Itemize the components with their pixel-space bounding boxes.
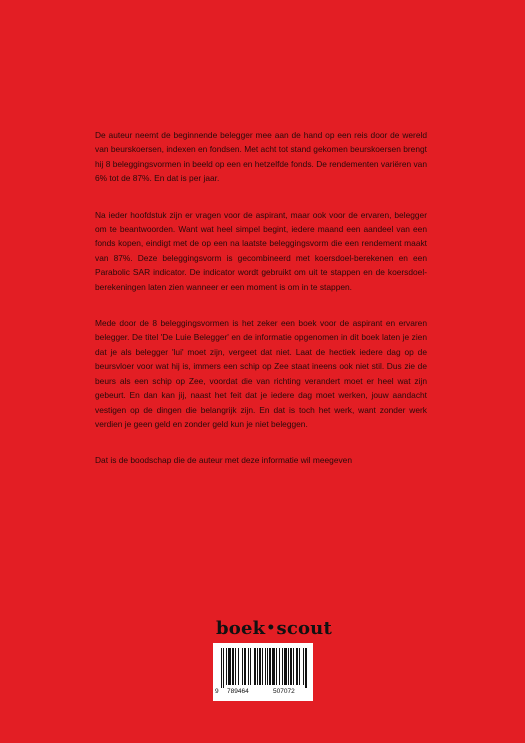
publisher-logo: [216, 618, 332, 640]
publisher-logo-part2: scout: [276, 618, 332, 639]
isbn-group-2: 507072: [273, 688, 295, 695]
barcode-bar: [296, 648, 298, 685]
isbn-lead-digit: 9: [215, 688, 219, 695]
barcode-bar: [293, 648, 294, 685]
barcode-bar: [226, 648, 227, 685]
barcode-bar: [288, 648, 289, 685]
blurb-paragraph-4: Dat is de boodschap die de auteur met deze informatie wil meegeven: [95, 455, 352, 466]
barcode-bar: [282, 648, 283, 685]
barcode-bar: [238, 648, 239, 685]
barcode-bar: [305, 648, 307, 688]
barcode-bar: [248, 648, 249, 685]
barcode-bar: [299, 648, 300, 685]
barcode-bar: [254, 648, 256, 685]
barcode-bar: [279, 648, 280, 685]
barcode-bar: [232, 648, 234, 685]
barcode-bar: [223, 648, 224, 688]
publisher-logo-part1: boek: [216, 618, 266, 639]
blurb-paragraph-1: De auteur neemt de beginnende belegger mee aan de hand op een reis door de wereld van beurskoersen, indexen en fondsen. Met acht tot stand gekomen beurskoersen brengt hij 8 beleggingsvormen in beeld op een en hetzelfde fonds. De rendementen variëren van 6% tot de 87%. En dat is per jaar.: [95, 130, 427, 184]
barcode-bar: [242, 648, 243, 685]
isbn-barcode: [213, 643, 313, 701]
barcode-bar: [265, 648, 266, 685]
barcode-bar: [267, 648, 268, 685]
barcode-bar: [257, 648, 258, 685]
blurb-paragraph-3: Mede door de 8 beleggingsvormen is het zeker een boek voor de aspirant en ervaren belegger. De titel 'De Luie Belegger' en de informatie opgenomen in dit boek laten je zien dat je als belegger 'lui' moet zijn, vergeet dat niet. Laat de hectiek iedere dag op de beursvloer voor wat hij is, immers een schip op Zee staat ineens ook niet stil. Dus zie de beurs als een schip op Zee, voordat die van richting verandert moet er heel wat zijn gebeurt. En dan kan jij, naast het feit dat je iedere dag moet werken, jouw aandacht vestigen op de dingen die belangrijk zijn. En dat is toch het werk, want zonder werk verdien je geen geld en zonder geld kun je niet beleggen.: [95, 318, 427, 429]
barcode-bar: [290, 648, 292, 685]
barcode-bar: [272, 648, 275, 685]
blurb-paragraph-2: Na ieder hoofdstuk zijn er vragen voor de aspirant, maar ook voor de ervaren, belegger om te beantwoorden. Want wat heel simpel begint, iedere maand een aandeel van een fonds kopen, eindigt met de op een na laatste beleggingsvorm die een rendement maakt van 87%. Deze beleggingsvorm is gecombineerd met koersdoel-berekenen en een Parabolic SAR indicator. De indicator wordt gebruikt om uit te stappen en de koersdoel-berekeningen laten zien wanneer er een moment is om in te stappen.: [95, 209, 427, 292]
isbn-group-1: 789464: [227, 688, 249, 695]
blurb-text: [95, 128, 427, 490]
barcode-bar: [276, 648, 277, 685]
barcode-bar: [303, 648, 304, 685]
barcode-bar: [250, 648, 251, 685]
barcode-bar: [221, 648, 222, 688]
barcode-bar: [235, 648, 236, 685]
isbn-number: [213, 688, 313, 698]
barcode-bars: [213, 643, 313, 689]
barcode-bar: [269, 648, 271, 685]
barcode-bar: [228, 648, 231, 685]
barcode-bar: [284, 648, 287, 685]
barcode-bar: [262, 648, 263, 685]
barcode-bar: [259, 648, 261, 685]
barcode-bar: [244, 648, 246, 685]
publisher-logo-separator: •: [266, 620, 276, 636]
